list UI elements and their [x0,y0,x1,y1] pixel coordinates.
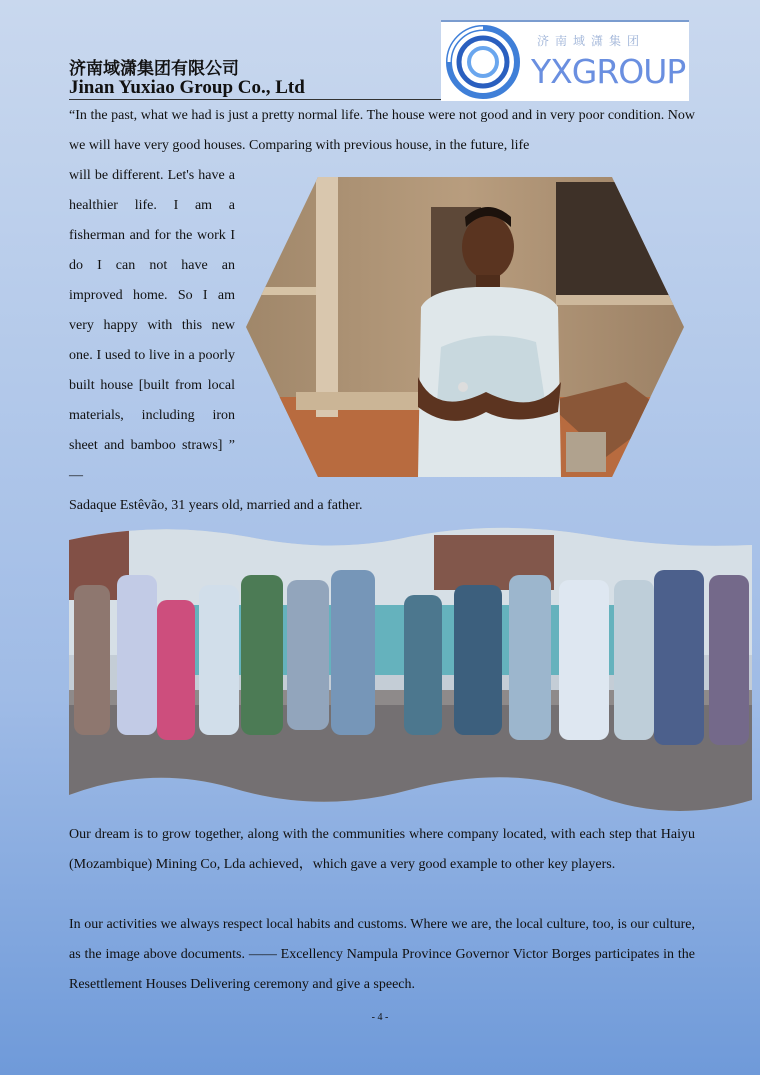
page-number: - 4 - [371,1012,389,1023]
portrait-photo [246,177,684,477]
company-name-chinese: 济南域潇集团有限公司 [69,59,239,79]
group-photo [69,525,752,815]
ring-logo-icon [441,22,531,101]
closing-paragraph-1: Our dream is to grow together, along with the communities where company located, with each step that Haiyu (Mozambique) Mining Co, Lda achieved，which gave a very good example to other key players. [69,827,695,872]
quote-opening: “In the past, what we had is just a pretty normal life. The house were not good and in very poor condition. Now we will have very good houses. Comparing with previous house, in the future, life [69,108,695,153]
closing-paragraph-2: In our activities we always respect local habits and customs. Where we are, the local culture, too, is our culture, as the image above documents. —— Excellency Nampula Province Governor Victor Borges participates in the Resettlement Houses Delivering ceremony and give a speech. [69,917,695,992]
quote-attribution: Sadaque Estêvão, 31 years old, married and a father. [69,498,363,513]
company-logo [441,20,689,101]
logo-english-text: YXGROUP [531,52,686,91]
logo-chinese-text: 济南域潇集团 [537,34,646,48]
company-name-english: Jinan Yuxiao Group Co., Ltd [69,77,305,98]
quote-continued: will be different. Let's have a healthier life. I am a fisherman and for the work I do I can not have an improved home. So I am very happy with this new one. I used to live in a poorly built house [built from local materials, including iron sheet and bamboo straws] ” — [69,168,235,483]
